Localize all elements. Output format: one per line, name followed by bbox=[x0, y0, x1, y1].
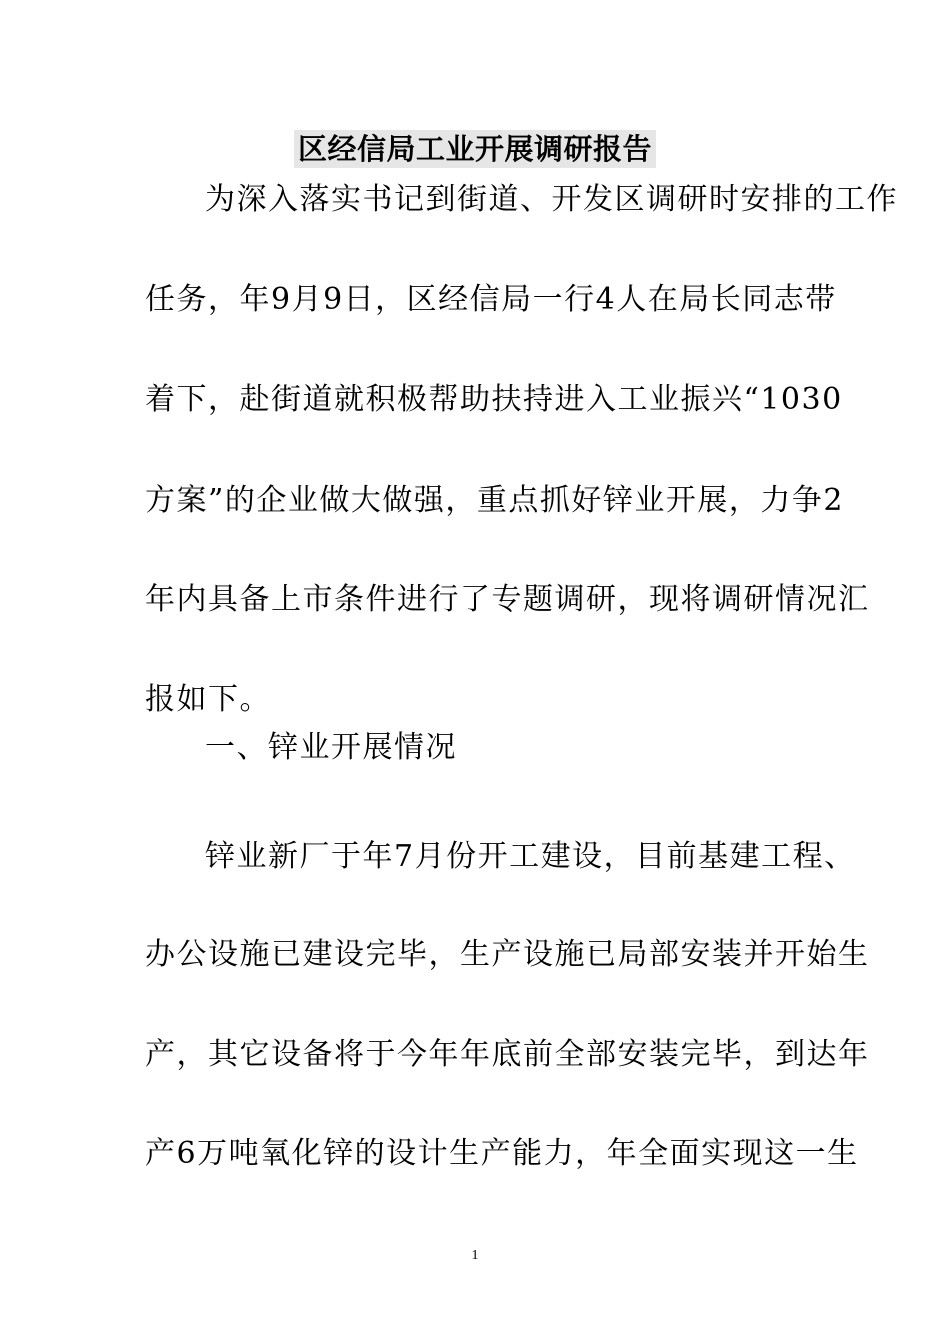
title-wrapper bbox=[0, 130, 950, 168]
paragraph-line: 任务，年9月9日，区经信局一行4人在局长同志带 bbox=[145, 282, 837, 317]
paragraph-line: 产6万吨氧化锌的设计生产能力，年全面实现这一生 bbox=[145, 1136, 859, 1171]
paragraph-line: 为深入落实书记到街道、开发区调研时安排的工作 bbox=[205, 182, 898, 217]
paragraph-line: 办公设施已建设完毕，生产设施已局部安装并开始生 bbox=[145, 937, 870, 972]
paragraph-line: 锌业新厂于年7月份开工建设，目前基建工程、 bbox=[205, 839, 856, 874]
document-title: 区经信局工业开展调研报告 bbox=[294, 130, 656, 168]
paragraph-line: 报如下。 bbox=[145, 682, 271, 717]
paragraph-line: 产，其它设备将于今年年底前全部安装完毕，到达年 bbox=[145, 1037, 870, 1072]
paragraph-line: 方案”的企业做大做强，重点抓好锌业开展，力争2 bbox=[145, 483, 844, 518]
page-number: 1 bbox=[471, 1248, 479, 1263]
paragraph-line: 年内具备上市条件进行了专题调研，现将调研情况汇 bbox=[145, 582, 870, 617]
paragraph-line: 着下，赴街道就积极帮助扶持进入工业振兴“1030 bbox=[145, 382, 843, 417]
section-heading: 一、锌业开展情况 bbox=[205, 730, 457, 765]
